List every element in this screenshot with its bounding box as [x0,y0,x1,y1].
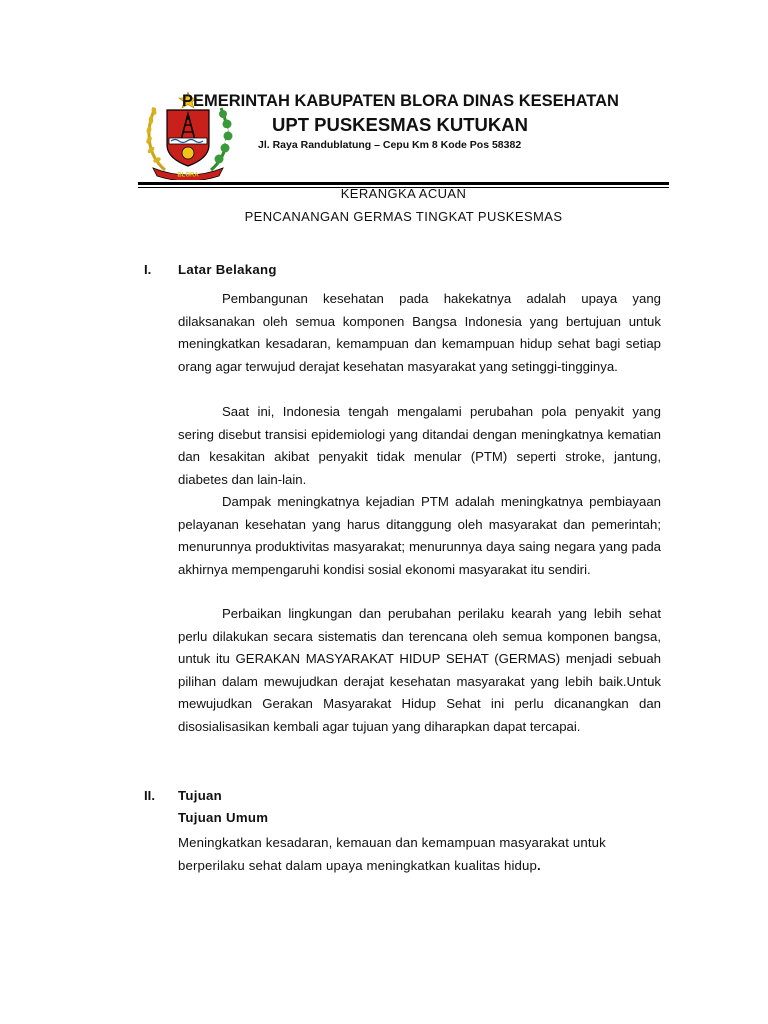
section-2-paragraph [178,832,661,877]
section-1-paragraph-3: Dampak meningkatnya kejadian PTM adalah meningkatnya pembiayaan pelayanan kesehatan yang harus ditanggung oleh masyarakat dan pemerintah; menurunnya produktivitas masyarakat; menurunnya daya saing negara yang pada akhirnya mempengaruhi kondisi sosial ekonomi masyarakat itu sendiri. [178,494,661,577]
section-2-paragraph-text: Meningkatkan kesadaran, kemauan dan kemampuan masyarakat untuk berperilaku sehat dalam upaya meningkatkan kualitas hidup [178,835,606,873]
document-subtitle: PENCANANGAN GERMAS TINGKAT PUSKESMAS [244,209,563,224]
letterhead-institution: UPT PUSKESMAS KUTUKAN [272,114,528,135]
letterhead-divider-thick [138,182,669,185]
section-2-number: II. [144,788,155,803]
section-1-heading: Latar Belakang [178,262,277,277]
section-2-paragraph-end: . [536,857,541,873]
cotton-wreath-icon [211,108,233,170]
section-1-paragraph-2: Saat ini, Indonesia tengah mengalami perubahan pola penyakit yang sering disebut transisi epidemiologi yang ditandai dengan meningkatnya kematian dan kesakitan akibat penyakit tidak menular (PTM) seperti stroke, jantung, diabetes dan lain-lain. [178,404,661,487]
logo-ribbon-text: BLORA [177,172,199,179]
section-1-number: I. [144,262,152,277]
rice-wreath-icon [145,106,165,170]
section-1-paragraph-4: Perbaikan lingkungan dan perubahan perilaku kearah yang lebih sehat perlu dilakukan secara sistematis dan terencana oleh semua komponen bangsa, untuk itu GERAKAN MASYARAKAT HIDUP SEHAT (GERMAS) menjadi sebuah pilihan dalam mewujudkan derajat kesehatan masyarakat yang lebih baik.Untuk mewujudkan Gerakan Masyarakat Hidup Sehat ini perlu dicanangkan dan disosialisasikan kembali agar tujuan yang diharapkan dapat tercapai. [178,606,661,734]
section-2-heading: Tujuan [178,788,223,803]
section-1-paragraph-1: Pembangunan kesehatan pada hakekatnya adalah upaya yang dilaksanakan oleh semua komponen Bangsa Indonesia yang bertujuan untuk meningkatkan kesadaran, kemampuan dan kemampuan hidup sehat bagi setiap orang agar terwujud derajat kesehatan masyarakat yang setinggi-tingginya. [178,291,661,374]
letterhead-agency: PEMERINTAH KABUPATEN BLORA DINAS KESEHATAN [182,92,619,110]
document-title: KERANGKA ACUAN [340,186,467,201]
letterhead-address: Jl. Raya Randublatung – Cepu Km 8 Kode Pos 58382 [258,139,522,151]
section-2-subheading: Tujuan Umum [178,810,269,825]
